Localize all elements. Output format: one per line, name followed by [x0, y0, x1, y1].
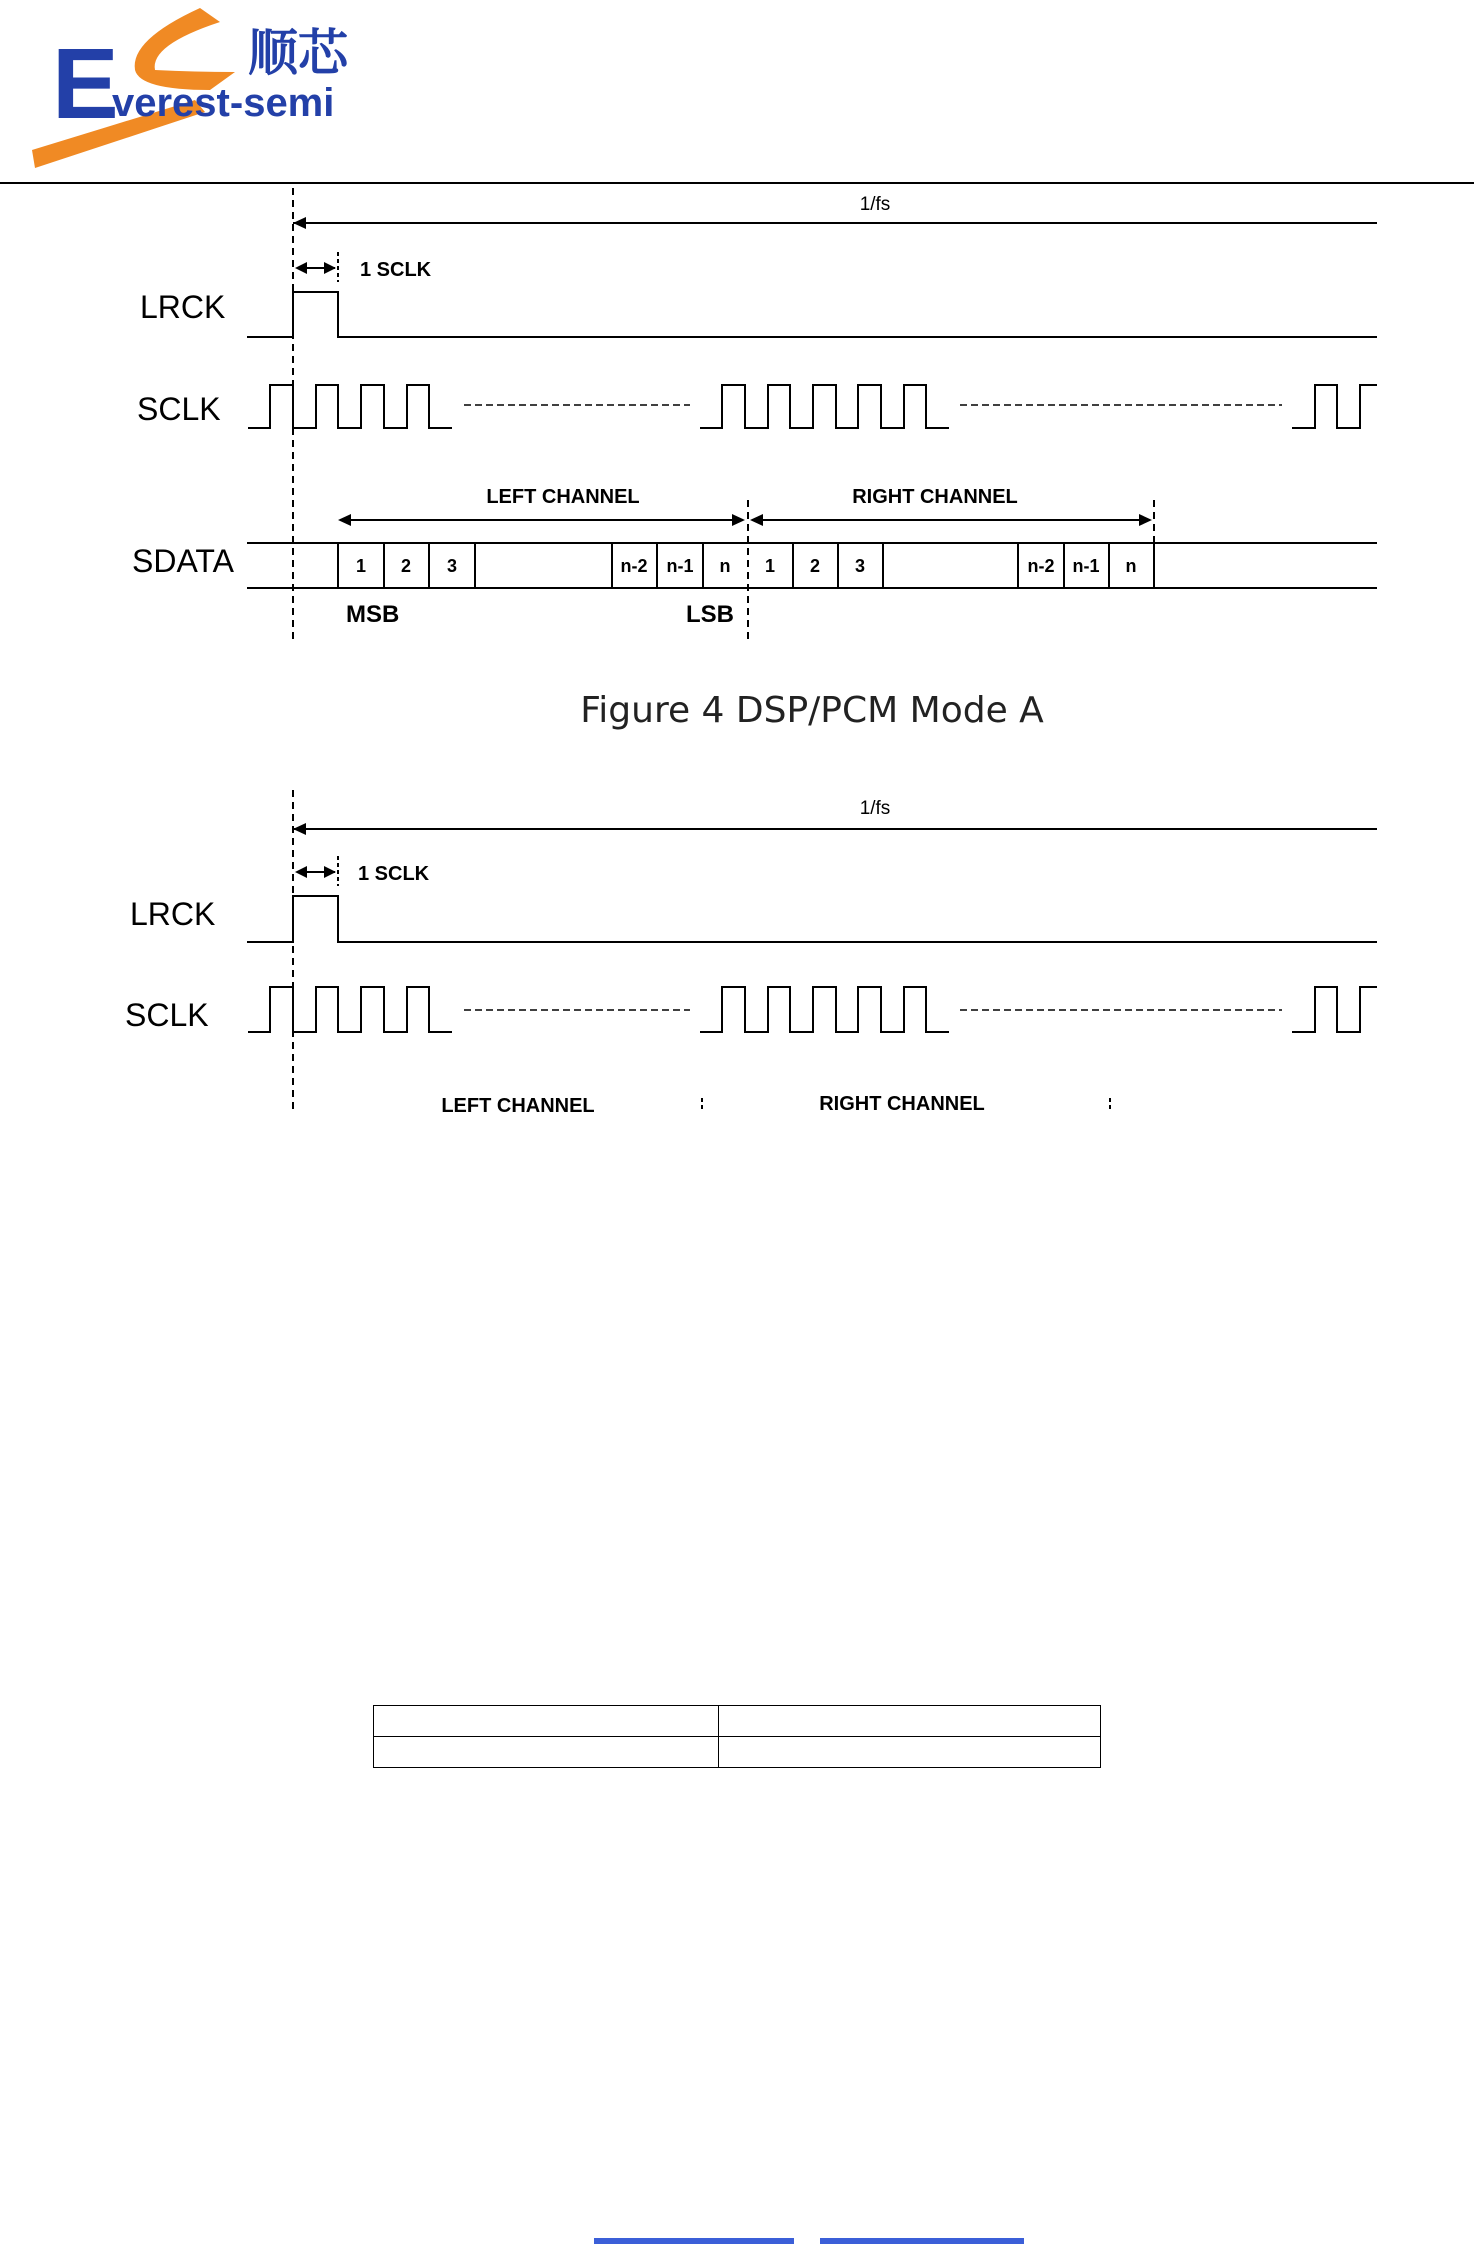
sdata-label: SDATA	[132, 543, 234, 579]
lrck-waveform	[247, 896, 1377, 942]
slot-label: n-1	[666, 556, 694, 576]
empty-table	[373, 1705, 1101, 1768]
table-cell	[374, 1737, 719, 1768]
slot-label: n-2	[1027, 556, 1055, 576]
slot-label: 3	[854, 556, 866, 576]
lrck-label: LRCK	[130, 896, 216, 932]
sclk-label: SCLK	[137, 391, 221, 427]
lrck-label: LRCK	[140, 289, 226, 325]
slot-label: 2	[809, 556, 821, 576]
footer-links	[0, 2238, 1474, 2244]
lsb-label: LSB	[686, 601, 734, 628]
table-row	[374, 1706, 1101, 1737]
period-label: 1/fs	[859, 798, 891, 819]
pulse-label: 1 SCLK	[360, 259, 432, 281]
slot-label: n-2	[620, 556, 648, 576]
pulse-arrowhead-left	[295, 866, 307, 878]
slot-label: 2	[400, 556, 412, 576]
slot-label: 3	[446, 556, 458, 576]
right-channel-label: RIGHT CHANNEL	[819, 1093, 985, 1115]
right-channel-label: RIGHT CHANNEL	[852, 486, 1018, 508]
table-row	[374, 1737, 1101, 1768]
right-channel-arrowhead-right	[1139, 514, 1152, 526]
sclk-label: SCLK	[125, 997, 209, 1033]
period-label: 1/fs	[859, 194, 891, 215]
sclk-waveform-part3	[1292, 385, 1377, 428]
slot-label: n	[1125, 556, 1137, 576]
pulse-arrowhead-right	[324, 866, 336, 878]
left-channel-label: LEFT CHANNEL	[486, 486, 640, 508]
footer-link[interactable]	[594, 2238, 794, 2244]
pulse-arrowhead-right	[324, 262, 336, 274]
table-cell	[719, 1706, 1101, 1737]
left-channel-label: LEFT CHANNEL	[441, 1095, 595, 1117]
period-arrowhead	[293, 217, 306, 229]
sclk-waveform-part3	[1292, 987, 1377, 1032]
sclk-waveform-part2	[700, 987, 949, 1032]
figure-caption: Figure 4 DSP/PCM Mode A	[580, 690, 1044, 731]
logo-brand-text: verest-semi	[112, 81, 335, 125]
left-channel-arrowhead-right	[732, 514, 745, 526]
pulse-arrowhead-left	[295, 262, 307, 274]
slot-label: n-1	[1072, 556, 1100, 576]
logo-letter-e: E	[52, 28, 119, 140]
timing-diagram-mode-a	[0, 180, 1474, 650]
left-channel-arrowhead-left	[338, 514, 351, 526]
logo-chinese-text: 顺芯	[248, 25, 348, 81]
footer-link[interactable]	[820, 2238, 1024, 2244]
sclk-waveform-part2	[700, 385, 949, 428]
everest-semi-logo	[30, 0, 370, 175]
slot-label: 1	[764, 556, 776, 576]
slot-label: 1	[355, 556, 367, 576]
table-cell	[374, 1706, 719, 1737]
msb-label: MSB	[346, 601, 400, 628]
lrck-waveform	[247, 292, 1377, 337]
pulse-label: 1 SCLK	[358, 863, 430, 885]
timing-diagram-mode-b	[0, 780, 1474, 1120]
sclk-waveform-part1	[248, 987, 452, 1032]
sclk-waveform-part1	[248, 385, 452, 428]
period-arrowhead	[293, 823, 306, 835]
right-channel-arrowhead-left	[750, 514, 763, 526]
slot-label: n	[719, 556, 731, 576]
logo-s-icon	[135, 8, 235, 90]
table-cell	[719, 1737, 1101, 1768]
